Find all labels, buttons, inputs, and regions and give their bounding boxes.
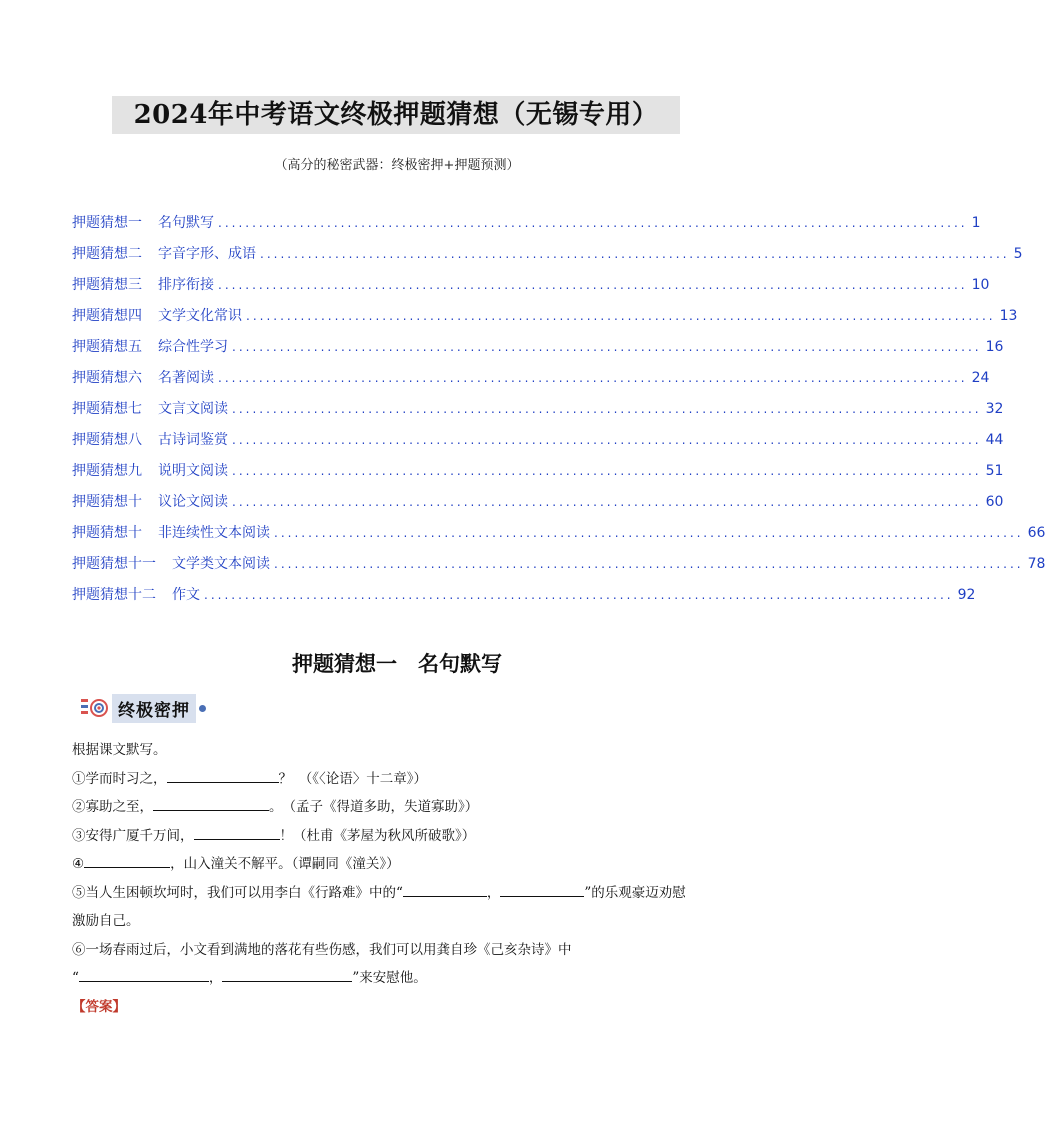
answer-blank[interactable]	[403, 881, 487, 897]
toc-entry[interactable]	[72, 460, 1004, 491]
question-text: ”来安慰他。	[352, 970, 427, 986]
toc-leader: ..............................................................................................................	[274, 526, 1024, 540]
table-of-contents	[72, 212, 1045, 615]
toc-page: 13	[999, 308, 1018, 324]
toc-label: 押题猜想四	[72, 308, 142, 324]
question-6: ⑥一场春雨过后，小文看到满地的落花有些伤感，我们可以用龚自珍《己亥杂诗》中	[72, 941, 572, 958]
toc-title: 非连续性文本阅读	[158, 525, 270, 541]
toc-leader: ..............................................................................................................	[246, 309, 996, 323]
toc-label: 押题猜想二	[72, 246, 142, 262]
toc-title: 议论文阅读	[158, 494, 228, 510]
question-text: ①学而时习之，	[72, 770, 167, 787]
target-icon	[80, 696, 110, 720]
toc-title: 古诗词鉴赏	[158, 432, 228, 448]
answer-blank[interactable]	[167, 767, 279, 783]
document-title: 2024年中考语文终极押题猜想（无锡专用）	[112, 96, 680, 134]
toc-title: 综合性学习	[158, 339, 228, 355]
toc-page: 92	[957, 587, 976, 603]
toc-title: 名著阅读	[158, 370, 214, 386]
toc-label: 押题猜想十一	[72, 556, 156, 572]
toc-entry[interactable]	[72, 584, 976, 615]
toc-label: 押题猜想七	[72, 401, 142, 417]
toc-label: 押题猜想六	[72, 370, 142, 386]
toc-page: 10	[971, 277, 990, 293]
toc-title: 文言文阅读	[158, 401, 228, 417]
toc-leader: ..............................................................................................................	[274, 557, 1024, 571]
question-text: ！（杜甫《茅屋为秋风所破歌》）	[279, 827, 476, 844]
toc-entry[interactable]	[72, 367, 990, 398]
toc-entry[interactable]	[72, 274, 990, 305]
toc-page: 60	[985, 494, 1004, 510]
toc-entry[interactable]	[72, 212, 981, 243]
toc-title: 排序衔接	[158, 277, 214, 293]
toc-leader: ..............................................................................................................	[218, 371, 968, 385]
toc-label: 押题猜想三	[72, 277, 142, 293]
toc-page: 66	[1027, 525, 1045, 541]
question-5	[72, 879, 732, 908]
question-text: ⑤当人生困顿坎坷时，我们可以用李白《行路难》中的“	[72, 884, 403, 901]
toc-leader: ..............................................................................................................	[232, 340, 982, 354]
toc-page: 16	[985, 339, 1004, 355]
question-text: ”的乐观豪迈劝慰	[584, 884, 686, 901]
toc-label: 押题猜想十	[72, 494, 142, 510]
question-4	[72, 850, 732, 879]
document-subtitle: （高分的秘密武器：终极密押+押题预测）	[274, 158, 520, 173]
toc-entry[interactable]	[72, 398, 1004, 429]
dot-icon	[199, 705, 206, 712]
toc-page: 32	[985, 401, 1004, 417]
toc-label: 押题猜想一	[72, 215, 142, 231]
question-text: 。 （孟子《得道多助，失道寡助》）	[269, 799, 479, 815]
toc-title: 名句默写	[158, 215, 214, 231]
toc-leader: ..............................................................................................................	[260, 247, 1010, 261]
section-banner	[80, 693, 206, 723]
toc-label: 押题猜想五	[72, 339, 142, 355]
question-text: ？ （《〈论语〉十二章》）	[278, 770, 427, 787]
question-5-cont: 激励自己。	[72, 913, 140, 929]
banner-label: 终极密押	[112, 694, 196, 723]
toc-label: 押题猜想十二	[72, 587, 156, 603]
answer-blank[interactable]	[79, 966, 209, 982]
question-text: ④	[72, 856, 85, 872]
section-heading: 押题猜想一 名句默写	[292, 651, 502, 676]
toc-entry[interactable]	[72, 429, 1004, 460]
question-1	[72, 765, 732, 794]
toc-leader: ..............................................................................................................	[232, 433, 982, 447]
toc-label: 押题猜想八	[72, 432, 142, 448]
question-text: ，	[208, 970, 223, 986]
toc-title: 文学文化常识	[158, 308, 242, 324]
toc-leader: ..............................................................................................................	[218, 216, 968, 230]
toc-leader: ..............................................................................................................	[232, 495, 982, 509]
toc-page: 24	[971, 370, 990, 386]
question-text: ，	[486, 884, 501, 901]
answer-blank[interactable]	[500, 881, 584, 897]
intro-text: 根据课文默写。	[72, 742, 167, 758]
question-text: ③安得广厦千万间，	[72, 827, 194, 844]
toc-page: 1	[971, 215, 981, 231]
answer-blank[interactable]	[222, 966, 352, 982]
toc-page: 78	[1027, 556, 1045, 572]
toc-label: 押题猜想十	[72, 525, 142, 541]
answer-blank[interactable]	[194, 824, 280, 840]
toc-title: 说明文阅读	[158, 463, 228, 479]
toc-page: 5	[1013, 246, 1023, 262]
question-text: ，山入潼关不解平。（谭嗣同《潼关》）	[170, 856, 400, 872]
toc-leader: ..............................................................................................................	[232, 464, 982, 478]
toc-entry[interactable]	[72, 243, 1023, 274]
toc-title: 文学类文本阅读	[172, 556, 270, 572]
toc-entry[interactable]	[72, 491, 1004, 522]
toc-leader: ..............................................................................................................	[204, 588, 954, 602]
toc-entry[interactable]	[72, 336, 1004, 367]
toc-entry[interactable]	[72, 553, 1045, 584]
toc-page: 44	[985, 432, 1004, 448]
question-content	[72, 736, 732, 1021]
toc-entry[interactable]	[72, 522, 1045, 553]
toc-title: 字音字形、成语	[158, 246, 256, 262]
question-2	[72, 793, 732, 822]
question-text: ②寡助之至，	[72, 799, 153, 815]
question-6-blanks	[72, 964, 732, 993]
toc-entry[interactable]	[72, 305, 1018, 336]
toc-label: 押题猜想九	[72, 463, 142, 479]
answer-blank[interactable]	[84, 852, 170, 868]
answer-label: 【答案】	[72, 998, 126, 1015]
question-3	[72, 822, 732, 851]
toc-leader: ..............................................................................................................	[218, 278, 968, 292]
toc-page: 51	[985, 463, 1004, 479]
answer-blank[interactable]	[153, 795, 269, 811]
toc-leader: ..............................................................................................................	[232, 402, 982, 416]
question-text: “	[72, 970, 79, 986]
toc-title: 作文	[172, 587, 200, 603]
